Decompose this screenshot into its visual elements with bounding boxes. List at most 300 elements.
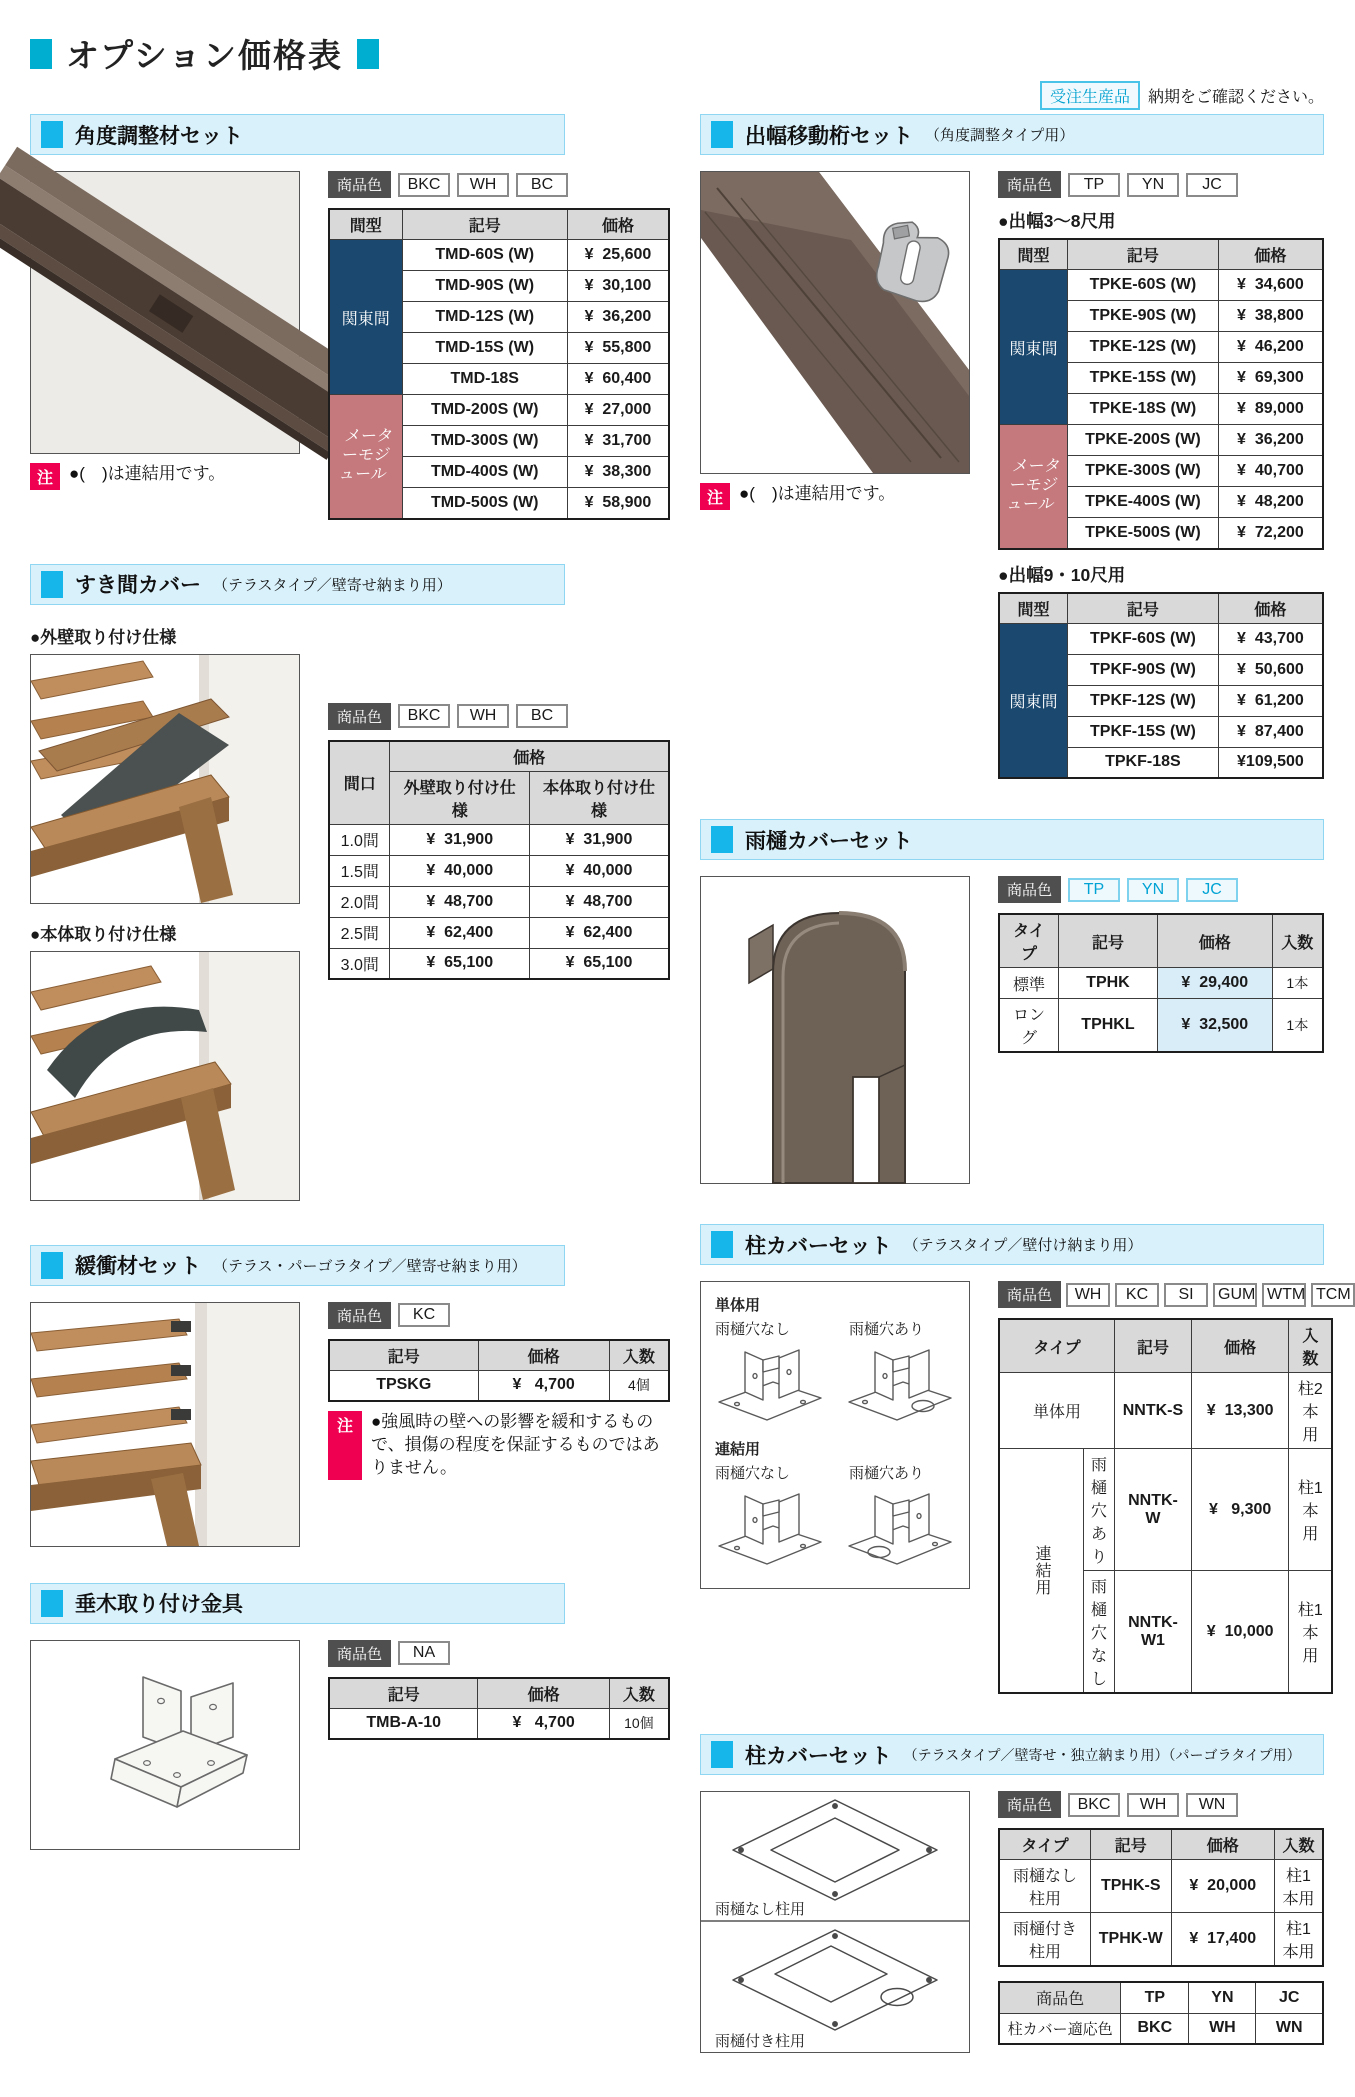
- diagram-label: 連結用: [715, 1441, 761, 1458]
- product-image-wall-mount: [30, 654, 300, 904]
- color-chip: WH: [457, 704, 509, 728]
- section-marker-icon: [711, 1741, 733, 1768]
- header-type: 間型: [999, 239, 1067, 270]
- diagram-label: 雨樋付き柱用: [715, 2033, 806, 2050]
- cell-qty: 柱1本用: [1275, 1860, 1324, 1913]
- section-header: [30, 1583, 565, 1624]
- cell-price: ¥ 40,700: [1218, 456, 1323, 487]
- cell-price: ¥ 29,400: [1157, 968, 1272, 999]
- price-table-debahaba-1: [998, 238, 1324, 550]
- section-title: 柱カバーセット: [745, 1744, 892, 1768]
- table-header-row: [999, 914, 1323, 968]
- header-price: 価格: [1191, 1319, 1289, 1373]
- note: [328, 1411, 670, 1480]
- cell-price: ¥ 72,200: [1218, 518, 1323, 549]
- cell-price: ¥ 89,000: [1218, 394, 1323, 425]
- section-marker-icon: [711, 1231, 733, 1258]
- header-span: 間口: [329, 741, 390, 825]
- cell-qty: 柱1本用: [1275, 1913, 1324, 1967]
- header-type: 間型: [999, 593, 1068, 624]
- header-price: 価格: [567, 209, 669, 240]
- map-value: TP: [1121, 1982, 1189, 2013]
- cell-code: TMD-500S (W): [402, 488, 567, 519]
- cell-price: ¥ 61,200: [1218, 685, 1323, 716]
- section-header: [30, 114, 565, 155]
- note-badge: 注: [30, 463, 60, 490]
- map-value: YN: [1189, 1982, 1256, 2013]
- table-row: [999, 1449, 1332, 1571]
- product-image-beam-set: [700, 171, 970, 474]
- cell-price: ¥ 4,700: [478, 1708, 609, 1739]
- cell-price: ¥ 65,100: [390, 948, 529, 979]
- section-marker-icon: [711, 121, 733, 148]
- cell-price: ¥ 13,300: [1191, 1373, 1289, 1449]
- section-marker-icon: [41, 1590, 63, 1617]
- section-title: 緩衝材セット: [75, 1255, 201, 1278]
- table-row: [999, 1373, 1332, 1449]
- section-header: [700, 1734, 1324, 1775]
- angle-adjuster-photo: [31, 172, 299, 453]
- cell-price: ¥ 31,900: [390, 824, 529, 855]
- color-chip: WH: [1127, 1793, 1179, 1817]
- cell-price: ¥ 36,200: [1218, 425, 1323, 456]
- header-qty: 入数: [1275, 1829, 1324, 1860]
- map-header: 柱カバー適応色: [999, 2013, 1121, 2044]
- cell-qty: 10個: [609, 1708, 669, 1739]
- table-row: [329, 824, 669, 855]
- section-title: 出幅移動桁セット: [745, 124, 913, 148]
- cell-price: ¥ 10,000: [1191, 1571, 1289, 1694]
- color-label: 商品色: [328, 171, 391, 198]
- cell-span: 1.0間: [329, 824, 390, 855]
- cell-code: TPKF-18S: [1068, 747, 1219, 778]
- table-header-row: [999, 593, 1323, 624]
- table-header-row: [999, 1829, 1323, 1860]
- cell-price: ¥ 31,700: [567, 426, 669, 457]
- section-subtitle: （テラス・パーゴラタイプ／壁寄せ納まり用）: [213, 1257, 527, 1275]
- made-to-order-badge: 受注生産品: [1040, 81, 1140, 110]
- cell-type: 雨樋穴なし: [1084, 1571, 1115, 1694]
- color-chip: BC: [516, 173, 568, 197]
- table-header-row: [999, 239, 1323, 270]
- cell-price: ¥ 48,200: [1218, 487, 1323, 518]
- color-chip: TP: [1068, 878, 1120, 902]
- header-price: 価格: [1218, 239, 1323, 270]
- cell-price: ¥ 20,000: [1171, 1860, 1274, 1913]
- wall-mount-photo: [31, 655, 299, 903]
- cell-code: TPKF-90S (W): [1068, 654, 1219, 685]
- color-chip: WH: [457, 173, 509, 197]
- cell-code: TMD-18S: [402, 364, 567, 395]
- body-mount-photo: [31, 952, 299, 1200]
- price-table-sukima: [328, 740, 670, 981]
- color-chip: GUM: [1213, 1283, 1257, 1307]
- cell-code: TMD-200S (W): [402, 395, 567, 426]
- cell-price: ¥ 69,300: [1218, 363, 1323, 394]
- cell-price: ¥109,500: [1218, 747, 1323, 778]
- cell-price: ¥ 36,200: [567, 302, 669, 333]
- map-value: BKC: [1121, 2013, 1189, 2044]
- cell-price: ¥ 31,900: [529, 824, 669, 855]
- color-chip: BKC: [398, 704, 450, 728]
- price-table-debahaba-2: [998, 592, 1324, 780]
- header-qty: 入数: [1289, 1319, 1332, 1373]
- table-row: [999, 1913, 1323, 1967]
- diagram-label: 雨樋穴なし: [715, 1465, 791, 1482]
- cell-code: TPKF-12S (W): [1068, 685, 1219, 716]
- cell-code: TPKE-18S (W): [1067, 394, 1218, 425]
- price-table-hashira1: [998, 1318, 1333, 1694]
- header-price: 価格: [1218, 593, 1323, 624]
- color-chip: KC: [398, 1303, 450, 1327]
- cell-code: TMD-400S (W): [402, 457, 567, 488]
- cell-code: TMD-300S (W): [402, 426, 567, 457]
- map-value: WN: [1256, 2013, 1323, 2044]
- note-badge: 注: [700, 483, 730, 510]
- section-title: 角度調整材セット: [75, 124, 243, 148]
- section-header: [30, 1245, 565, 1286]
- cell-code: TPKE-12S (W): [1067, 332, 1218, 363]
- cell-type: 雨樋付き柱用: [999, 1913, 1091, 1967]
- color-options: [998, 1791, 1324, 1818]
- section-debahaba: [700, 114, 1324, 779]
- cell-code: TPHK: [1058, 968, 1157, 999]
- cell-price: ¥ 60,400: [567, 364, 669, 395]
- page-title: オプション価格表: [66, 37, 344, 74]
- gutter-cover-photo: [701, 877, 969, 1183]
- page-header: [30, 26, 1324, 114]
- cell-span: 2.5間: [329, 917, 390, 948]
- note-text: ●( )は連結用です。: [69, 464, 226, 483]
- product-image-post-covers: [700, 1281, 970, 1589]
- color-chip: WN: [1186, 1793, 1238, 1817]
- subsection-label: ●出幅3～8尺用: [998, 211, 1116, 231]
- cell-price: ¥ 38,300: [567, 457, 669, 488]
- cell-price: ¥ 9,300: [1191, 1449, 1289, 1571]
- cell-price: ¥ 46,200: [1218, 332, 1323, 363]
- color-options: [998, 171, 1324, 198]
- cell-price: ¥ 48,700: [529, 886, 669, 917]
- cell-type: 標準: [999, 968, 1058, 999]
- cell-price: ¥ 32,500: [1157, 999, 1272, 1053]
- section-marker-icon: [41, 1252, 63, 1279]
- cell-price: ¥ 58,900: [567, 488, 669, 519]
- product-image-angle-adjuster: [30, 171, 300, 454]
- note: [30, 463, 300, 490]
- map-value: JC: [1256, 1982, 1323, 2013]
- table-row: [329, 886, 669, 917]
- cell-price: ¥ 43,700: [1218, 623, 1323, 654]
- cell-qty: 1本: [1272, 999, 1323, 1053]
- right-column: [700, 114, 1351, 2097]
- cell-code: TPKE-90S (W): [1067, 301, 1218, 332]
- table-row: [999, 968, 1323, 999]
- section-kansho: [30, 1245, 670, 1547]
- header-code: 記号: [329, 1678, 478, 1709]
- cell-code: TPKE-15S (W): [1067, 363, 1218, 394]
- diagram-label: 雨樋穴あり: [849, 1321, 925, 1338]
- table-header-row: [329, 209, 669, 240]
- cell-qty: 柱1本用: [1289, 1449, 1332, 1571]
- section-title: すき間カバー: [75, 574, 201, 597]
- cell-price: ¥ 65,100: [529, 948, 669, 979]
- cell-span: 3.0間: [329, 948, 390, 979]
- header-code: 記号: [1067, 239, 1218, 270]
- diagram-label: 雨樋なし柱用: [715, 1901, 806, 1918]
- section-subtitle: （角度調整タイプ用）: [925, 127, 1075, 144]
- color-chip: BKC: [1068, 1793, 1120, 1817]
- cell-price: ¥ 38,800: [1218, 301, 1323, 332]
- section-header: [700, 1224, 1324, 1265]
- table-row: [329, 917, 669, 948]
- section-subtitle: （テラスタイプ／壁寄せ・独立納まり用）（パーゴラタイプ用）: [903, 1746, 1301, 1763]
- header-price: 価格: [478, 1340, 609, 1371]
- cell-price: ¥ 50,600: [1218, 654, 1323, 685]
- post-cover-plates-drawing: [701, 1792, 969, 2052]
- header-code: 記号: [402, 209, 567, 240]
- section-title: 垂木取り付け金具: [75, 1593, 243, 1616]
- header-price: 価格: [478, 1678, 609, 1709]
- table-row: [329, 240, 669, 271]
- table-row: [329, 948, 669, 979]
- group-kanto: 関東間: [999, 623, 1068, 778]
- header-price: 価格: [1171, 1829, 1274, 1860]
- cell-code: TMD-90S (W): [402, 271, 567, 302]
- color-chip: TCM: [1311, 1283, 1355, 1307]
- section-subtitle: （テラスタイプ／壁寄せ納まり用）: [213, 576, 452, 594]
- cell-price: ¥ 62,400: [529, 917, 669, 948]
- section-amadoi: [700, 819, 1324, 1184]
- buffer-photo: [31, 1303, 299, 1546]
- cell-code: NNTK-S: [1115, 1373, 1192, 1449]
- header-type: タイプ: [999, 914, 1058, 968]
- table-header-row: [999, 1319, 1332, 1373]
- table-row: [999, 2013, 1323, 2044]
- left-column: [30, 114, 670, 2097]
- color-chip: BKC: [398, 173, 450, 197]
- diagram-label: 雨樋穴あり: [849, 1465, 925, 1482]
- color-chip: JC: [1186, 878, 1238, 902]
- header-type: タイプ: [999, 1319, 1115, 1373]
- color-label: 商品色: [998, 171, 1061, 198]
- section-marker-icon: [41, 571, 63, 598]
- image-label: ●外壁取り付け仕様: [30, 627, 177, 647]
- title-square-icon: [357, 39, 379, 69]
- product-image-rafter-bracket: [30, 1640, 300, 1850]
- section-title: 雨樋カバーセット: [745, 829, 913, 853]
- header-type: タイプ: [999, 1829, 1091, 1860]
- header-sub1: 外壁取り付け仕様: [390, 771, 529, 824]
- delivery-note: 納期をご確認ください。: [1147, 89, 1324, 106]
- section-marker-icon: [41, 121, 63, 148]
- table-row: [999, 999, 1323, 1053]
- color-options: [328, 1640, 670, 1667]
- post-covers-drawing: [701, 1282, 969, 1588]
- table-header-row: [329, 741, 669, 772]
- price-table-amadoi: [998, 913, 1324, 1053]
- map-value: WH: [1189, 2013, 1256, 2044]
- note-badge: 注: [328, 1411, 362, 1480]
- cell-code: TPKE-200S (W): [1067, 425, 1218, 456]
- group-meter: メーターモジュール: [329, 395, 402, 519]
- product-image-body-mount: [30, 951, 300, 1201]
- cell-type: 単体用: [999, 1373, 1115, 1449]
- header-code: 記号: [1091, 1829, 1172, 1860]
- cell-code: TPHKL: [1058, 999, 1157, 1053]
- cell-qty: 柱1本用: [1289, 1571, 1332, 1694]
- cell-code: TPSKG: [329, 1370, 478, 1401]
- cell-price: ¥ 30,100: [567, 271, 669, 302]
- price-table-kakudo: [328, 208, 670, 520]
- header-type: 間型: [329, 209, 402, 240]
- section-hashira2: [700, 1734, 1324, 2053]
- table-row: [329, 1708, 669, 1739]
- color-chip: TP: [1068, 173, 1120, 197]
- cell-code: TMD-60S (W): [402, 240, 567, 271]
- header-code: 記号: [329, 1340, 478, 1371]
- header-code: 記号: [1058, 914, 1157, 968]
- color-map-table: [998, 1981, 1324, 2045]
- color-chip: YN: [1127, 878, 1179, 902]
- header-code: 記号: [1068, 593, 1219, 624]
- product-image-buffer: [30, 1302, 300, 1547]
- section-sukima: [30, 564, 670, 1201]
- cell-price: ¥ 48,700: [390, 886, 529, 917]
- map-header: 商品色: [999, 1982, 1121, 2013]
- cell-price: ¥ 87,400: [1218, 716, 1323, 747]
- note: [700, 483, 970, 510]
- header-sub2: 本体取り付け仕様: [529, 771, 669, 824]
- color-options: [328, 1302, 670, 1329]
- price-table-taruki: [328, 1677, 670, 1741]
- color-options: [328, 703, 670, 730]
- cell-price: ¥ 27,000: [567, 395, 669, 426]
- cell-price: ¥ 40,000: [390, 855, 529, 886]
- table-row: [999, 425, 1323, 456]
- header-price: 価格: [1157, 914, 1272, 968]
- cell-code: TPHK-S: [1091, 1860, 1172, 1913]
- section-taruki: [30, 1583, 670, 1850]
- table-row: [329, 855, 669, 886]
- table-row: [999, 623, 1323, 654]
- cell-group: 連結用: [999, 1449, 1084, 1694]
- cell-type: 雨樋穴あり: [1084, 1449, 1115, 1571]
- rafter-bracket-drawing: [31, 1641, 299, 1849]
- cell-code: TMD-15S (W): [402, 333, 567, 364]
- cell-price: ¥ 62,400: [390, 917, 529, 948]
- section-header: [700, 114, 1324, 155]
- table-header-row: [329, 1678, 669, 1709]
- section-marker-icon: [711, 826, 733, 853]
- cell-code: NNTK-W: [1115, 1449, 1192, 1571]
- price-table-hashira2: [998, 1828, 1324, 1967]
- cell-type: ロング: [999, 999, 1058, 1053]
- group-kanto: 関東間: [329, 240, 402, 395]
- cell-price: ¥ 34,600: [1218, 270, 1323, 301]
- cell-qty: 4個: [609, 1370, 669, 1401]
- cell-qty: 柱2本用: [1289, 1373, 1332, 1449]
- cell-code: TPHK-W: [1091, 1913, 1172, 1967]
- table-row: [329, 1370, 669, 1401]
- cell-code: TMD-12S (W): [402, 302, 567, 333]
- cell-price: ¥ 25,600: [567, 240, 669, 271]
- color-options: [998, 1281, 1351, 1308]
- header-qty: 入数: [609, 1678, 669, 1709]
- product-image-gutter-cover: [700, 876, 970, 1184]
- section-header: [700, 819, 1324, 860]
- header-qty: 入数: [1272, 914, 1323, 968]
- cell-qty: 1本: [1272, 968, 1323, 999]
- cell-price: ¥ 55,800: [567, 333, 669, 364]
- cell-span: 1.5間: [329, 855, 390, 886]
- color-label: 商品色: [328, 1640, 391, 1667]
- cell-span: 2.0間: [329, 886, 390, 917]
- section-header: [30, 564, 565, 605]
- diagram-label: 雨樋穴なし: [715, 1321, 791, 1338]
- table-row: [999, 1982, 1323, 2013]
- cell-price: ¥ 4,700: [478, 1370, 609, 1401]
- color-label: 商品色: [998, 876, 1061, 903]
- group-meter: メーターモジュール: [999, 425, 1067, 549]
- subsection-label: ●出幅9・10尺用: [998, 564, 1126, 585]
- table-header-row: [329, 1340, 669, 1371]
- cell-code: TPKF-60S (W): [1068, 623, 1219, 654]
- header-qty: 入数: [609, 1340, 669, 1371]
- cell-code: TPKE-500S (W): [1067, 518, 1218, 549]
- color-chip: YN: [1127, 173, 1179, 197]
- section-hashira1: [700, 1224, 1351, 1694]
- cell-code: TPKF-15S (W): [1068, 716, 1219, 747]
- diagram-label: 単体用: [715, 1297, 761, 1314]
- cell-price: ¥ 17,400: [1171, 1913, 1274, 1967]
- color-chip: WTM: [1262, 1283, 1306, 1307]
- header-price: 価格: [390, 741, 669, 772]
- title-square-icon: [30, 39, 52, 69]
- cell-code: TPKE-60S (W): [1067, 270, 1218, 301]
- table-row: [329, 395, 669, 426]
- color-chip: KC: [1115, 1283, 1159, 1307]
- color-chip: BC: [516, 704, 568, 728]
- section-title: 柱カバーセット: [745, 1234, 892, 1258]
- table-row: [999, 1860, 1323, 1913]
- cell-price: ¥ 40,000: [529, 855, 669, 886]
- color-label: 商品色: [998, 1791, 1061, 1818]
- note-text: ●( )は連結用です。: [739, 484, 896, 503]
- color-label: 商品色: [998, 1281, 1061, 1308]
- color-chip: JC: [1186, 173, 1238, 197]
- cell-code: TPKE-400S (W): [1067, 487, 1218, 518]
- color-label: 商品色: [328, 1302, 391, 1329]
- header-code: 記号: [1115, 1319, 1192, 1373]
- cell-code: NNTK-W1: [1115, 1571, 1192, 1694]
- cell-code: TPKE-300S (W): [1067, 456, 1218, 487]
- table-row: [999, 270, 1323, 301]
- section-kakudo: [30, 114, 670, 520]
- color-label: 商品色: [328, 703, 391, 730]
- group-kanto: 関東間: [999, 270, 1067, 425]
- cell-code: TMB-A-10: [329, 1708, 478, 1739]
- product-image-post-cover-plates: [700, 1791, 970, 2053]
- price-table-kansho: [328, 1339, 670, 1403]
- beam-set-photo: [701, 172, 969, 473]
- color-chip: WH: [1066, 1283, 1110, 1307]
- color-chip: SI: [1164, 1283, 1208, 1307]
- color-options: [998, 876, 1324, 903]
- color-options: [328, 171, 670, 198]
- note-text: ●強風時の壁への影響を緩和するもので、損傷の程度を保証するものではありません。: [371, 1412, 660, 1477]
- cell-type: 雨樋なし柱用: [999, 1860, 1091, 1913]
- color-chip: NA: [398, 1641, 450, 1665]
